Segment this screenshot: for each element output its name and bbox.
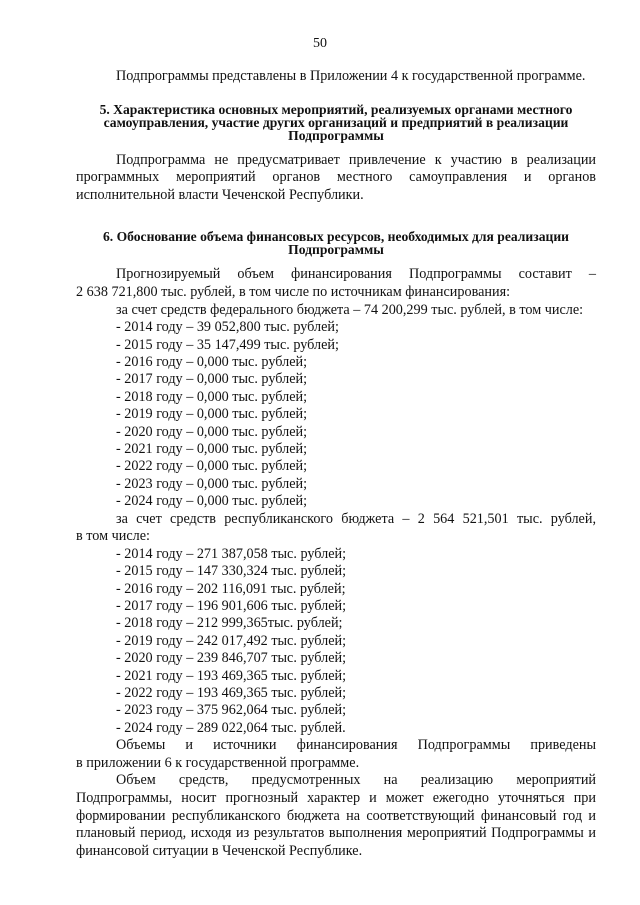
republic-budget-item: - 2023 году – 375 962,064 тыс. рублей; [116, 702, 347, 719]
section-5-heading-line: самоуправления, участие других организаций и предприятий в реализации [103, 114, 569, 130]
republic-budget-item: - 2017 году – 196 901,606 тыс. рублей; [116, 598, 347, 615]
total-funding-block [76, 266, 596, 301]
republic-budget-item: - 2022 году – 193 469,365 тыс. рублей; [116, 685, 347, 702]
federal-budget-item: - 2019 году – 0,000 тыс. рублей; [116, 406, 308, 423]
section-6-heading-line: 6. Обоснование объема финансовых ресурсов, необходимых для реализации [102, 229, 570, 245]
page-number: 50 [313, 36, 327, 51]
republic-budget-item: - 2016 году – 202 116,091 тыс. рублей; [116, 580, 346, 597]
section-5-heading-line: Подпрограммы [288, 127, 384, 143]
page-content [76, 68, 596, 860]
section-6-heading [76, 230, 596, 256]
section-6-heading-line: Подпрограммы [288, 242, 384, 258]
federal-budget-item: - 2014 году – 39 052,800 тыс. рублей; [116, 319, 339, 336]
total-funding-line: 2 638 721,800 тыс. рублей, в том числе по источникам финансирования: [76, 283, 511, 300]
federal-budget-item: - 2017 году – 0,000 тыс. рублей; [116, 371, 308, 388]
federal-budget-item: - 2020 году – 0,000 тыс. рублей; [116, 423, 308, 440]
federal-budget-item: - 2018 году – 0,000 тыс. рублей; [116, 388, 308, 405]
federal-budget-item: - 2023 году – 0,000 тыс. рублей; [116, 475, 308, 492]
appendix-reference: в приложении 6 к государственной программе. [76, 754, 360, 771]
republic-budget-intro: в том числе: [76, 528, 150, 545]
republic-budget-item: - 2024 году – 289 022,064 тыс. рублей. [116, 719, 346, 736]
federal-budget-item: - 2015 году – 35 147,499 тыс. рублей; [116, 336, 339, 353]
republic-budget-item: - 2018 году – 212 999,365тыс. рублей; [116, 615, 343, 632]
federal-budget-item: - 2016 году – 0,000 тыс. рублей; [116, 353, 308, 370]
federal-budget-item: - 2024 году – 0,000 тыс. рублей; [116, 493, 308, 510]
republic-budget-item: - 2014 году – 271 387,058 тыс. рублей; [116, 545, 347, 562]
total-funding-line: Прогнозируемый объем финансирования Подпрограммы составит – [116, 266, 596, 283]
republic-budget-item: - 2015 году – 147 330,324 тыс. рублей; [116, 563, 347, 580]
republic-budget-item: - 2020 году – 239 846,707 тыс. рублей; [116, 650, 347, 667]
forecast-paragraph: Объем средств, предусмотренных на реализацию мероприятий Подпрограммы, носит прогнозный характер и может ежегодно уточняться при формировании республиканского бюджета на соответствующий финансовый год и плановый период, исходя из результатов выполнения мероприятий Подпрограммы и финансовой ситуации в Чеченской Республике. [76, 772, 596, 859]
intro-line: Подпрограммы представлены в Приложении 4 к государственной программе. [116, 68, 586, 84]
section-5-paragraph: Подпрограмма не предусматривает привлечение к участию в реализации программных мероприятий органов местного самоуправления и органов исполнительной власти Чеченской Республики. [76, 151, 596, 203]
republic-budget-item: - 2021 году – 193 469,365 тыс. рублей; [116, 667, 347, 684]
federal-budget-item: - 2021 году – 0,000 тыс. рублей; [116, 441, 308, 457]
appendix-reference: Объемы и источники финансирования Подпрограммы приведены [116, 737, 596, 754]
republic-budget-intro: за счет средств республиканского бюджета – 2 564 521,501 тыс. рублей, [116, 510, 596, 527]
section-5-heading [76, 103, 596, 142]
federal-budget-list [76, 319, 596, 510]
federal-budget-intro: за счет средств федерального бюджета – 74 200,299 тыс. рублей, в том числе: [116, 301, 584, 318]
republic-budget-item: - 2019 году – 242 017,492 тыс. рублей; [116, 632, 347, 649]
republic-budget-list [76, 546, 596, 737]
section-5-heading-line: 5. Характеристика основных мероприятий, реализуемых органами местного [99, 101, 573, 117]
federal-budget-item: - 2022 году – 0,000 тыс. рублей; [116, 458, 308, 475]
